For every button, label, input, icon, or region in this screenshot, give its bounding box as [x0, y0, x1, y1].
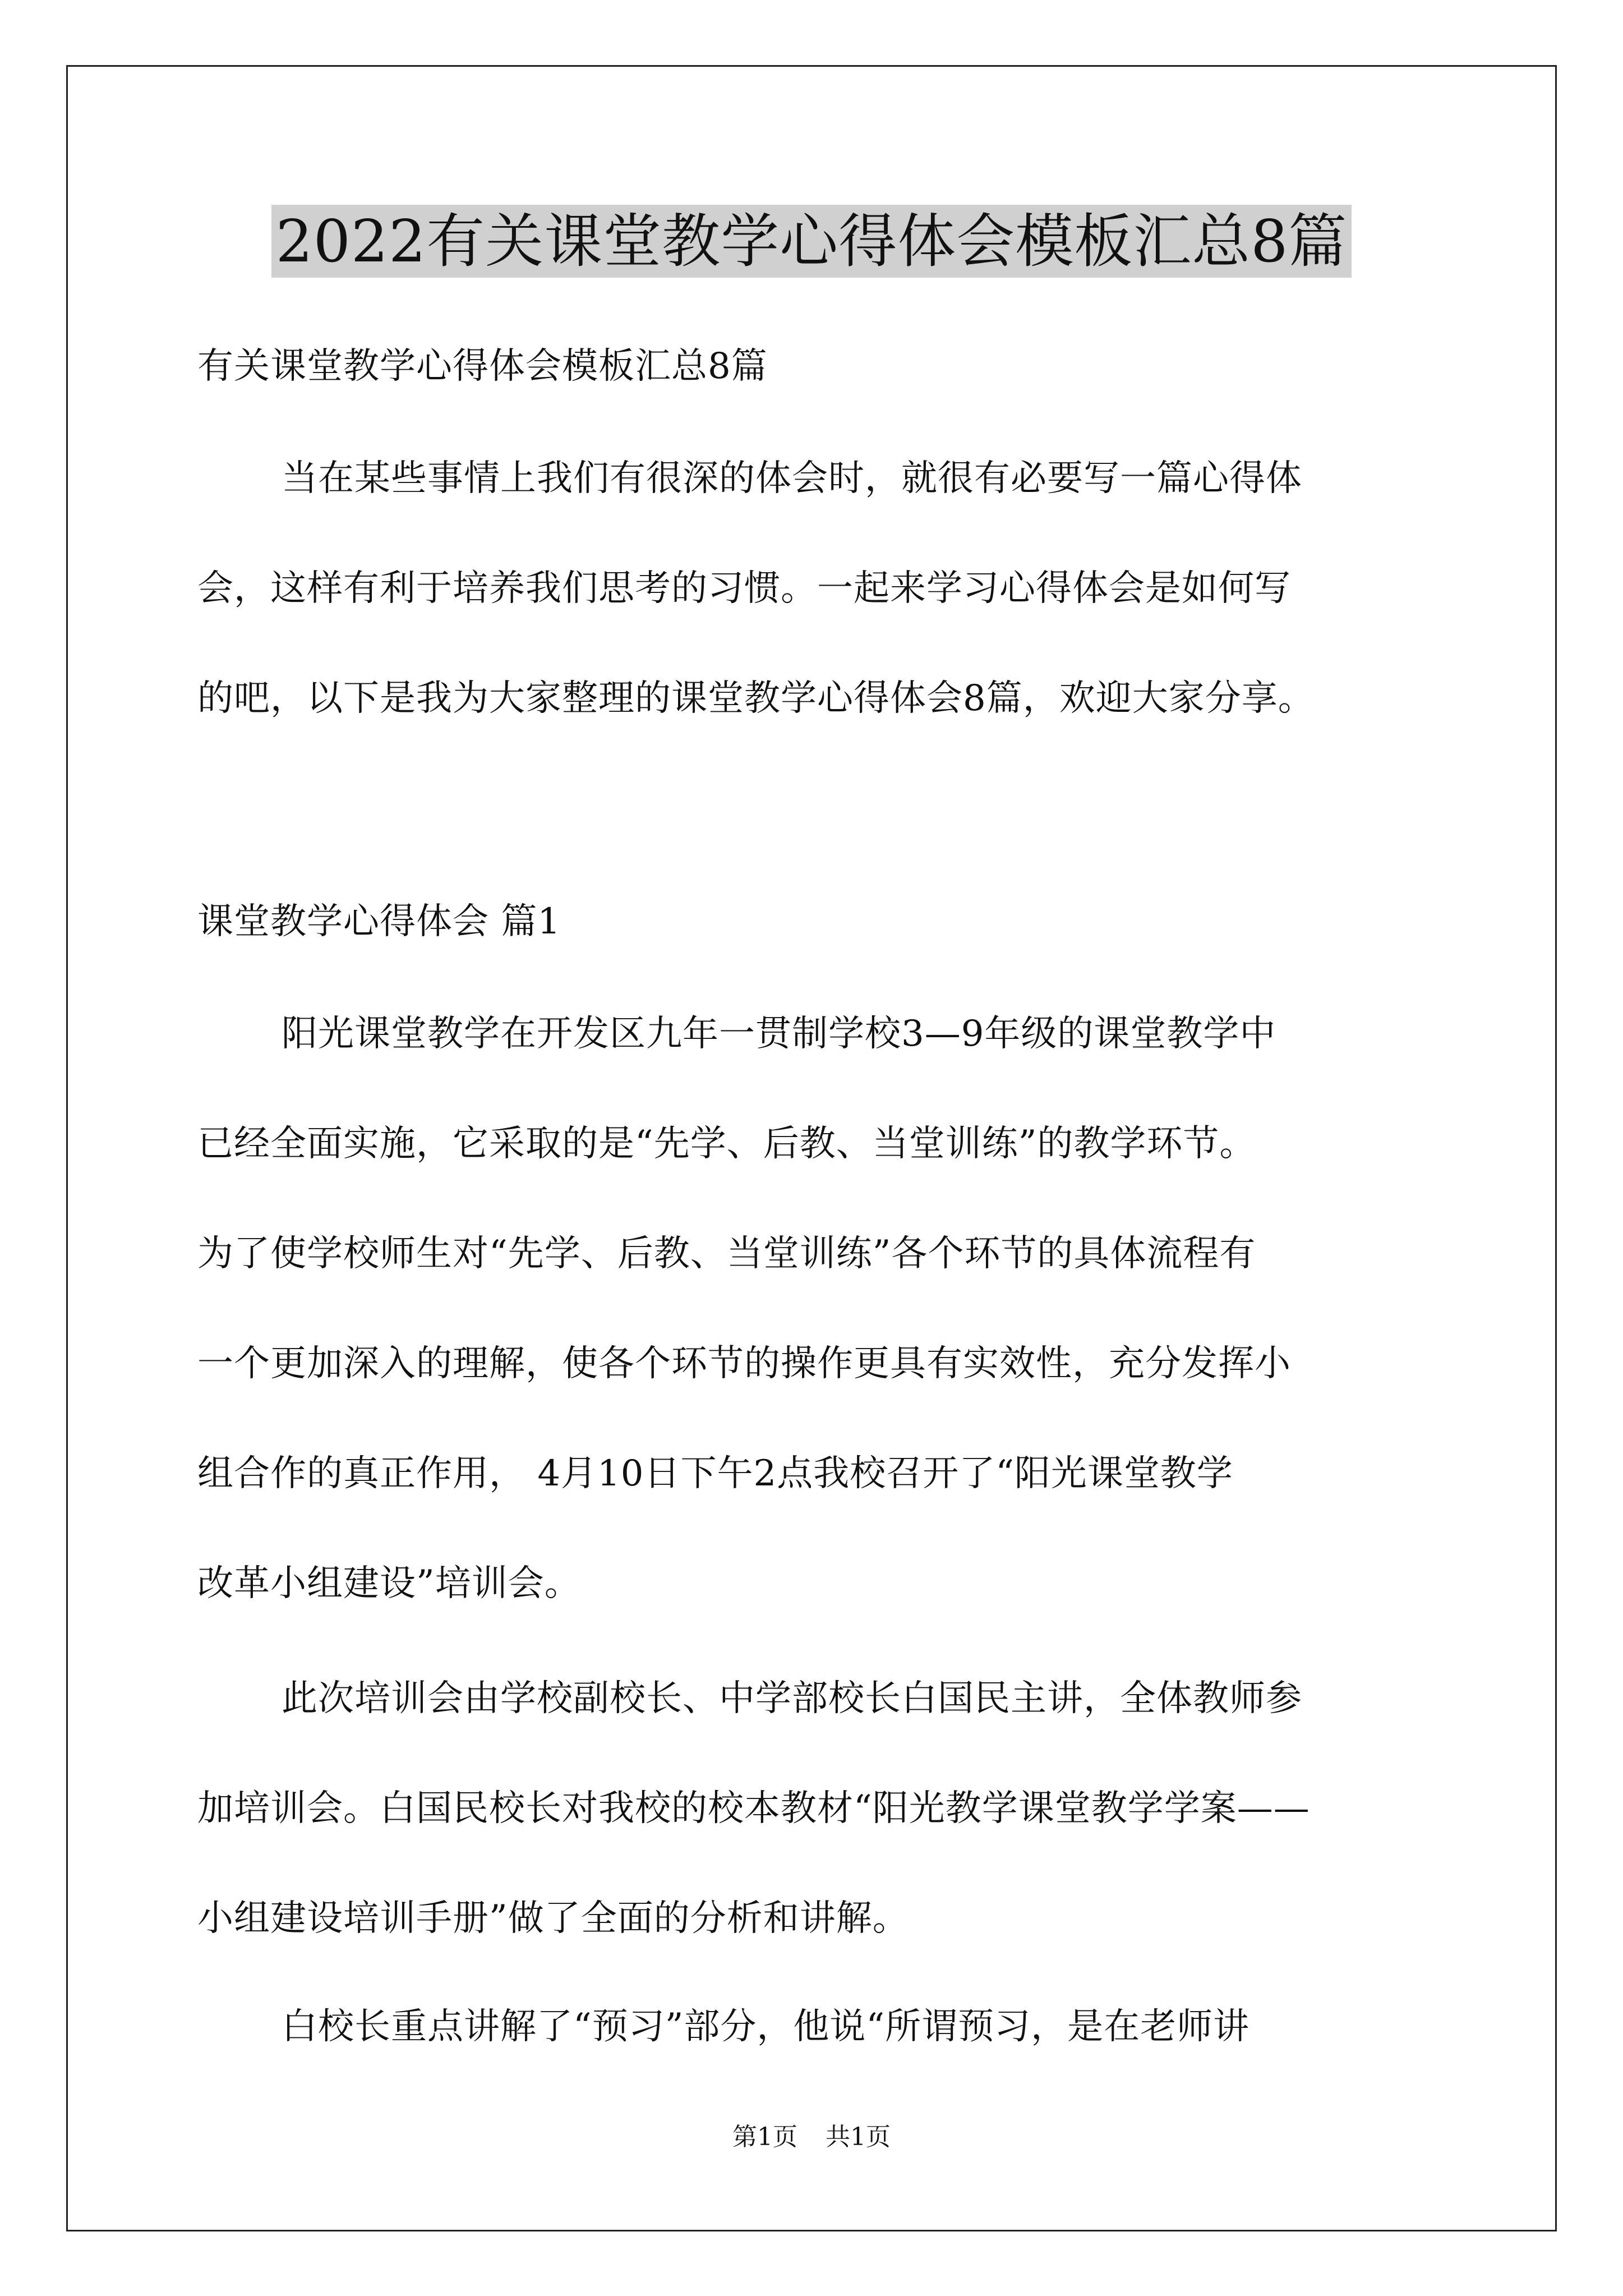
- intro-line: 的吧，以下是我为大家整理的课堂教学心得体会8篇，欢迎大家分享。: [197, 678, 1315, 719]
- intro-line: 当在某些事情上我们有很深的体会时，就很有必要写一篇心得体: [282, 458, 1302, 499]
- subtitle: 有关课堂教学心得体会模板汇总8篇: [197, 346, 768, 387]
- paragraph-1: [197, 979, 1431, 1639]
- paragraph-line: 已经全面实施，它采取的是“先学、后教、当堂训练”的教学环节。: [197, 1123, 1256, 1165]
- paragraph-line: 组合作的真正作用， 4月10日下午2点我校召开了“阳光课堂教学: [197, 1453, 1233, 1494]
- intro-paragraph: [197, 424, 1431, 753]
- paragraph-line: 小组建设培训手册”做了全面的分析和讲解。: [197, 1898, 909, 1939]
- document-title-text: 2022有关课堂教学心得体会模板汇总8篇: [271, 205, 1352, 278]
- paragraph-line: 加培训会。白国民校长对我校的校本教材“阳光教学课堂教学学案——: [197, 1788, 1310, 1829]
- paragraph-line: 一个更加深入的理解，使各个环节的操作更具有实效性，充分发挥小: [197, 1343, 1291, 1384]
- paragraph-line: 此次培训会由学校副校长、中学部校长白国民主讲，全体教师参: [282, 1678, 1302, 1719]
- paragraph-2: [197, 1644, 1431, 1973]
- paragraph-line: 为了使学校师生对“先学、后教、当堂训练”各个环节的具体流程有: [197, 1233, 1256, 1274]
- intro-line: 会，这样有利于培养我们思考的习惯。一起来学习心得体会是如何写: [197, 568, 1291, 609]
- section-heading-block: [197, 867, 1431, 977]
- subtitle-block: [197, 311, 1431, 421]
- page-footer: [0, 2120, 1623, 2154]
- paragraph-3: [197, 1972, 1431, 2082]
- paragraph-line: 阳光课堂教学在开发区九年一贯制学校3—9年级的课堂教学中: [282, 1013, 1276, 1055]
- page-total: 共1页: [826, 2123, 891, 2151]
- page-number: 第1页: [732, 2123, 797, 2151]
- document-title: [0, 199, 1623, 283]
- paragraph-line: 改革小组建设”培训会。: [197, 1563, 581, 1604]
- section-heading: 课堂教学心得体会 篇1: [197, 901, 561, 942]
- paragraph-line: 白校长重点讲解了“预习”部分，他说“所谓预习，是在老师讲: [282, 2006, 1250, 2047]
